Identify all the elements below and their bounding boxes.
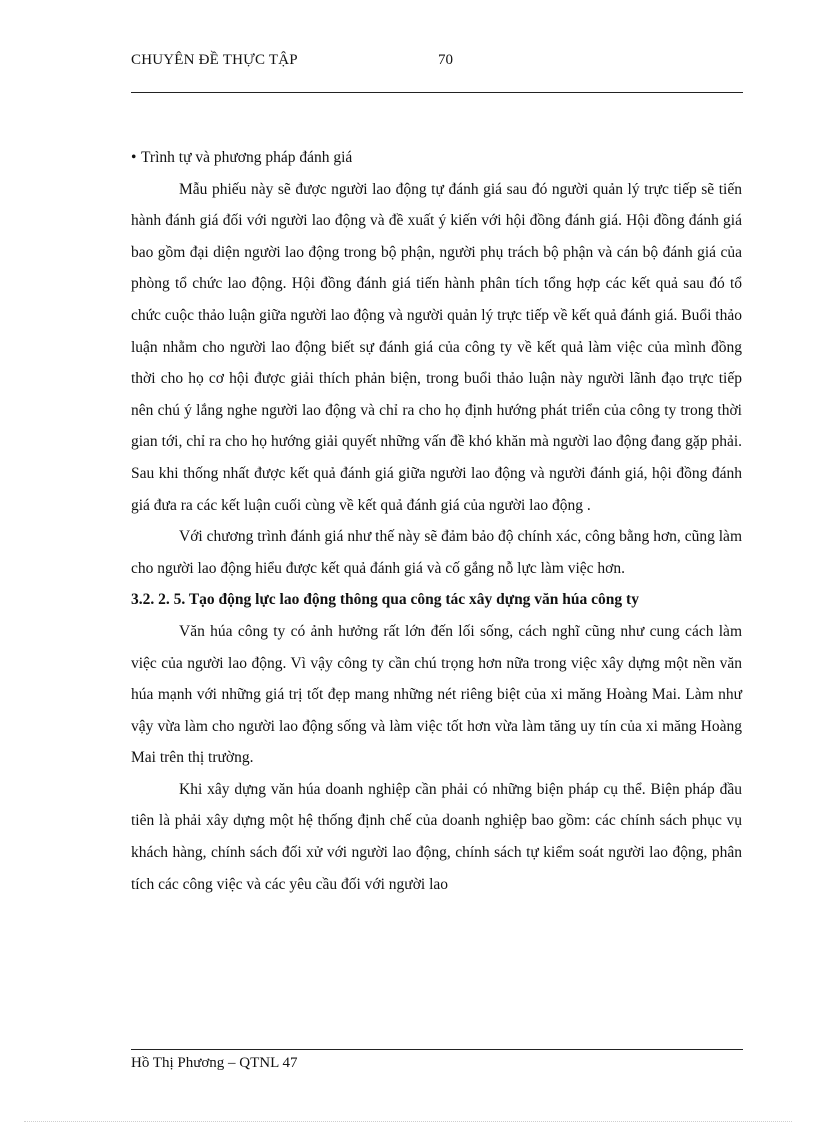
page-footer: Hồ Thị Phương – QTNL 47 (131, 1055, 298, 1071)
page-header (131, 52, 743, 72)
paragraph-evaluation-benefit: Với chương trình đánh giá như thế này sẽ đảm bảo độ chính xác, công bằng hơn, cũng làm cho người lao động hiểu được kết quả đánh giá và cố gắng nỗ lực làm việc hơn. (131, 528, 742, 577)
header-divider (131, 92, 743, 93)
footer-divider (131, 1049, 743, 1050)
paragraph-company-culture: Văn húa công ty có ảnh hưởng rất lớn đến lối sống, cách nghĩ cũng như cung cách làm việc của người lao động. Vì vậy công ty cần chú trọng hơn nữa trong việc xây dựng một nền văn húa mạnh với những giá trị tốt đẹp mang những nét riêng biệt của xi măng Hoàng Mai. Làm như vậy vừa làm cho người lao động sống và làm việc tốt hơn vừa làm tăng uy tín của xi măng Hoàng Mai trên thị trường. (131, 622, 742, 767)
document-body (131, 142, 742, 900)
page-number: 70 (438, 52, 453, 68)
bullet-icon: • (131, 149, 137, 166)
bullet-title: Trình tự và phương pháp đánh giá (141, 149, 353, 166)
page-edge-divider (24, 1121, 792, 1122)
paragraph-culture-measures: Khi xây dựng văn húa doanh nghiệp cần phải có những biện pháp cụ thể. Biện pháp đầu tiên là phải xây dựng một hệ thống định chế của doanh nghiệp bao gồm: các chính sách phục vụ khách hàng, chính sách đối xử với người lao động, chính sách tự kiểm soát người lao động, phân tích các công việc và các yêu cầu đối với người lao (131, 780, 742, 893)
section-heading: 3.2. 2. 5. Tạo động lực lao động thông qua công tác xây dựng văn húa công ty (131, 591, 639, 609)
document-title: CHUYÊN ĐỀ THỰC TẬP (131, 52, 298, 68)
bullet-item (131, 142, 742, 174)
paragraph-evaluation-process: Mẫu phiếu này sẽ được người lao động tự đánh giá sau đó người quản lý trực tiếp sẽ tiến hành đánh giá đối với người lao động và đề xuất ý kiến với hội đồng đánh giá. Hội đồng đánh giá bao gồm đại diện người lao động trong bộ phận, người phụ trách bộ phận và cán bộ đánh giá của phòng tổ chức lao động. Hội đồng đánh giá tiến hành phân tích tổng hợp các kết quả sau đó tổ chức cuộc thảo luận giữa người lao động và người quản lý trực tiếp về kết quả đánh giá. Buổi thảo luận nhằm cho người lao động biết sự đánh giá của công ty về kết quả làm việc của mình đồng thời cho họ cơ hội được giải thích phản biện, trong buổi thảo luận này người lãnh đạo trực tiếp nên chú ý lắng nghe người lao động và chỉ ra cho họ định hướng phát triển của công ty trong thời gian tới, chỉ ra cho họ hướng giải quyết những vấn đề khó khăn mà người lao động đang gặp phải. Sau khi thống nhất được kết quả đánh giá giữa người lao động và người đánh giá, hội đồng đánh giá đưa ra các kết luận cuối cùng về kết quả đánh giá của người lao động . (131, 180, 742, 514)
